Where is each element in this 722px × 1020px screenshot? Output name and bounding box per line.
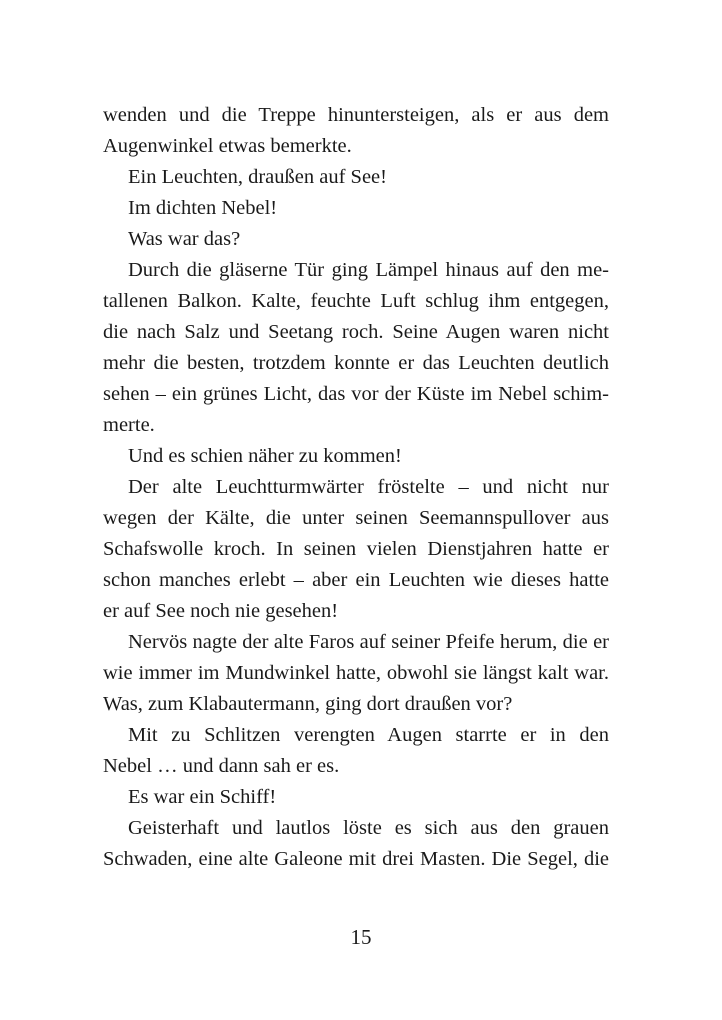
text-line: Und es schien näher zu kommen! (128, 445, 402, 467)
text-line: wenden und die Treppe hinuntersteigen, als er aus dem (103, 104, 609, 126)
text-line: sehen – ein grünes Licht, das vor der Küste im Nebel schim- (103, 383, 609, 405)
body-text (103, 100, 609, 875)
text-line: mehr die besten, trotzdem konnte er das Leuchten deutlich (103, 352, 609, 374)
text-line: Im dichten Nebel! (128, 197, 278, 219)
text-line: merte. (103, 414, 155, 436)
text-line: die nach Salz und Seetang roch. Seine Augen waren nicht (103, 321, 609, 343)
text-line: Mit zu Schlitzen verengten Augen starrte er in den (128, 724, 609, 746)
text-line: Was, zum Klabautermann, ging dort draußen vor? (103, 693, 513, 715)
page-number: 15 (350, 925, 372, 949)
text-line: schon manches erlebt – aber ein Leuchten wie dieses hatte (103, 569, 609, 591)
text-line: Geisterhaft und lautlos löste es sich aus den grauen (128, 817, 609, 839)
text-line: Ein Leuchten, draußen auf See! (128, 166, 387, 188)
text-line: Durch die gläserne Tür ging Lämpel hinaus auf den me- (128, 259, 609, 281)
text-line: Was war das? (128, 228, 241, 250)
text-line: wegen der Kälte, die unter seinen Seemannspullover aus (103, 507, 609, 529)
text-line: Schafswolle kroch. In seinen vielen Dienstjahren hatte er (103, 538, 609, 560)
text-line: Nebel … und dann sah er es. (103, 755, 340, 777)
text-line: wie immer im Mundwinkel hatte, obwohl sie längst kalt war. (103, 662, 609, 684)
text-line: Augenwinkel etwas bemerkte. (103, 135, 352, 157)
text-line: Schwaden, eine alte Galeone mit drei Masten. Die Segel, die (103, 848, 609, 870)
text-line: Es war ein Schiff! (128, 786, 277, 808)
text-line: er auf See noch nie gesehen! (103, 600, 339, 622)
text-line: Nervös nagte der alte Faros auf seiner Pfeife herum, die er (128, 631, 609, 653)
text-line: Der alte Leuchtturmwärter fröstelte – und nicht nur (128, 476, 609, 498)
text-line: tallenen Balkon. Kalte, feuchte Luft schlug ihm entgegen, (103, 290, 609, 312)
